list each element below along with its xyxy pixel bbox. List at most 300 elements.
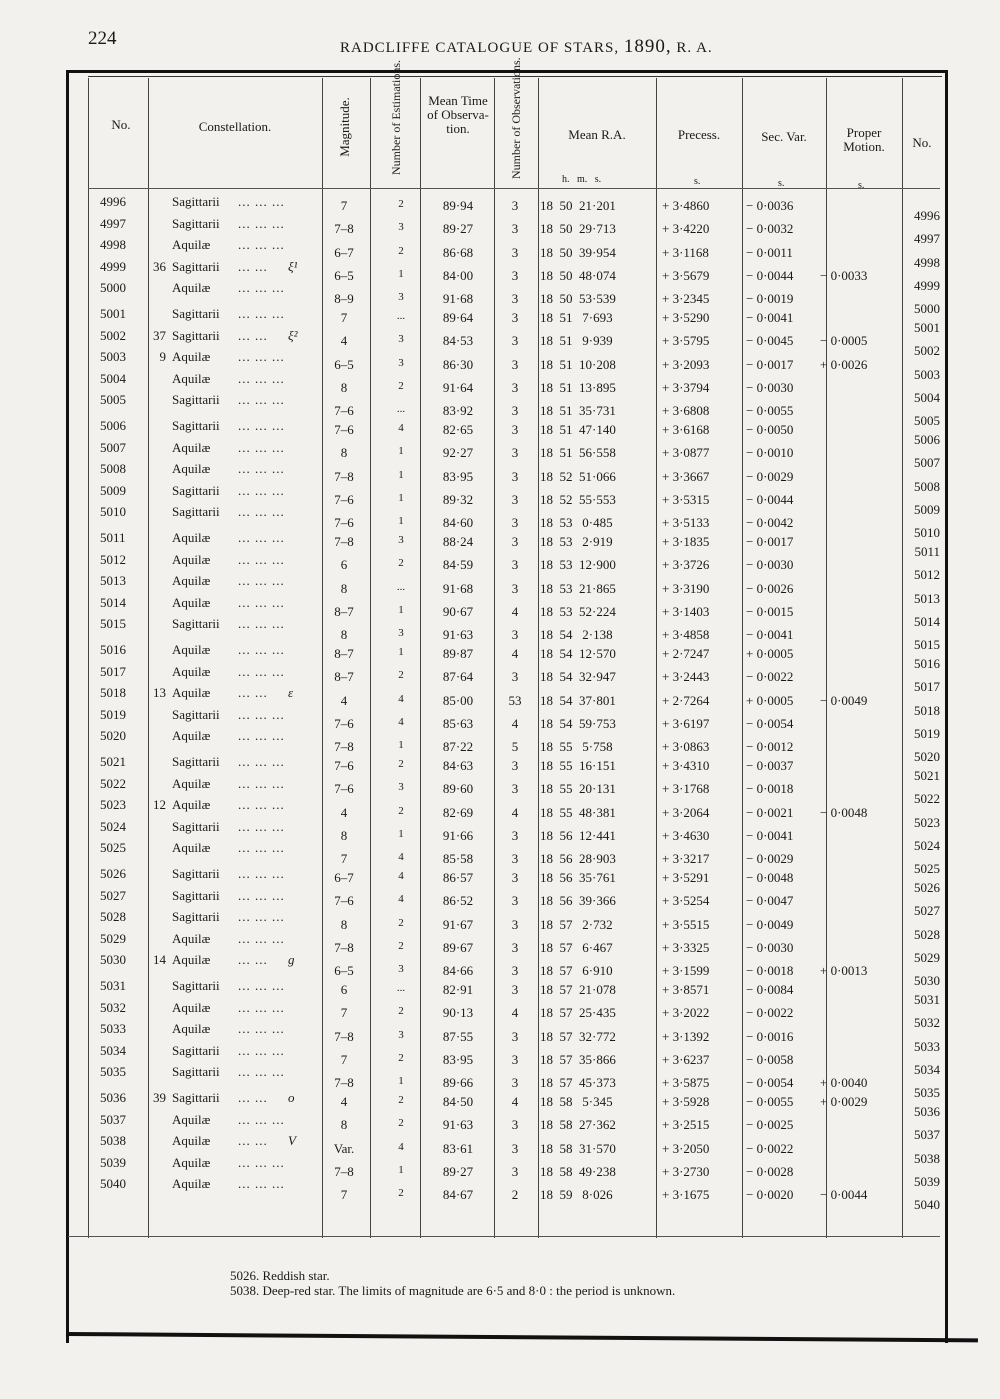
observations-count: 4 (511, 1094, 519, 1109)
secular-variation: − 0·0048 (746, 870, 794, 885)
star-number: 5036 (100, 1090, 126, 1105)
observations-count: 3 (511, 492, 519, 508)
estimations-count: ... (396, 982, 406, 994)
observations-count: 3 (511, 893, 519, 909)
leader-dots: ... ... (238, 1133, 268, 1149)
star-number: 5038 (100, 1133, 126, 1149)
star-number-right: 5028 (914, 926, 940, 942)
estimations-count: 2 (398, 1094, 404, 1106)
mean-ra: 18 53 2·919 (540, 534, 613, 549)
star-number-right: 5040 (914, 1197, 940, 1213)
observations-count: 4 (511, 646, 519, 661)
leader-dots: ... ... (238, 1090, 268, 1105)
star-number: 5018 (100, 685, 126, 701)
secular-variation: − 0·0010 (746, 445, 794, 461)
observations-count: 4 (511, 804, 519, 820)
flamsteed-number: 12 (153, 797, 166, 813)
mean-ra: 18 50 21·201 (540, 198, 616, 213)
mean-ra: 18 55 5·758 (540, 739, 613, 755)
star-number-right: 5015 (914, 637, 940, 653)
observations-count: 3 (511, 758, 519, 773)
constellation: Sagittarii (172, 616, 220, 632)
magnitude: 6–5 (334, 356, 354, 372)
footnotes (230, 1268, 675, 1298)
estimations-count: 1 (398, 445, 404, 458)
unit-ra: h. m. s. (562, 174, 602, 185)
star-number-right: 5037 (914, 1127, 940, 1143)
precession: + 3·3190 (662, 580, 710, 596)
mean-time: 91·63 (442, 627, 474, 643)
star-number-right: 5025 (914, 861, 940, 877)
observations-count: 3 (511, 781, 519, 797)
mean-ra: 18 52 51·066 (540, 468, 616, 484)
unit-proper-motion: s. (858, 180, 865, 191)
mean-ra: 18 50 53·539 (540, 291, 616, 307)
precession: + 3·2730 (662, 1164, 710, 1180)
leader-dots: ... ... ... (238, 840, 285, 856)
mean-ra: 18 55 48·381 (540, 804, 616, 820)
table-row (0, 1176, 1000, 1213)
proper-motion: − 0·0005 (820, 333, 868, 349)
magnitude: 8 (340, 445, 348, 461)
star-number: 5000 (100, 280, 126, 296)
precession: + 2·7264 (662, 692, 710, 708)
mean-ra: 18 56 28·903 (540, 851, 616, 867)
observations-count: 3 (511, 669, 519, 685)
precession: + 3·2345 (662, 291, 710, 307)
constellation: Aquilæ (172, 663, 211, 679)
constellation: Aquilæ (172, 999, 211, 1015)
secular-variation: − 0·0041 (746, 310, 794, 325)
magnitude: 8 (340, 828, 348, 844)
constellation: Aquilæ (172, 280, 211, 296)
mean-time: 84·50 (442, 1094, 474, 1109)
constellation: Sagittarii (172, 887, 220, 903)
secular-variation: − 0·0018 (746, 963, 794, 979)
constellation: Aquilæ (172, 1133, 211, 1149)
secular-variation: − 0·0022 (746, 669, 794, 685)
secular-variation: − 0·0050 (746, 422, 794, 437)
star-number: 4998 (100, 237, 126, 253)
star-number: 4999 (100, 258, 126, 274)
secular-variation: − 0·0054 (746, 716, 794, 732)
star-number-right: 5032 (914, 1015, 940, 1031)
proper-motion: − 0·0044 (820, 1187, 868, 1203)
estimations-count: 1 (398, 739, 404, 752)
observations-count: 4 (511, 716, 519, 732)
magnitude: 8 (340, 1117, 348, 1133)
observations-count: 3 (511, 515, 519, 531)
magnitude: 6 (340, 982, 348, 997)
mean-ra: 18 51 7·693 (540, 310, 613, 325)
star-number-right: 5027 (914, 903, 940, 919)
leader-dots: ... ... ... (238, 504, 285, 520)
leader-dots: ... ... ... (238, 642, 285, 657)
star-number: 5008 (100, 461, 126, 477)
mean-time: 86·30 (442, 356, 474, 372)
observations-count: 3 (511, 445, 519, 461)
star-number: 5037 (100, 1111, 126, 1127)
leader-dots: ... ... ... (238, 392, 285, 408)
precession: + 3·4630 (662, 828, 710, 844)
observations-count: 3 (511, 963, 519, 979)
leader-dots: ... ... ... (238, 1042, 285, 1058)
star-number-right: 5000 (914, 301, 940, 317)
star-number: 4996 (100, 194, 126, 209)
secular-variation: − 0·0022 (746, 1005, 794, 1021)
estimations-count: 3 (398, 1028, 404, 1041)
star-number-right: 5006 (914, 432, 940, 447)
header-rule (88, 188, 940, 189)
star-number-right: 5023 (914, 814, 940, 830)
mean-time: 85·00 (442, 692, 474, 708)
mean-ra: 18 58 31·570 (540, 1140, 616, 1156)
leader-dots: ... ... ... (238, 999, 285, 1015)
star-number: 5024 (100, 818, 126, 834)
precession: + 3·5315 (662, 492, 710, 508)
observations-count: 3 (511, 916, 519, 932)
mean-time: 88·24 (442, 534, 474, 549)
observations-count: 3 (511, 580, 519, 596)
magnitude: 7–8 (334, 1164, 354, 1180)
estimations-count: 3 (398, 221, 404, 234)
star-number: 5028 (100, 909, 126, 925)
star-number-right: 5009 (914, 502, 940, 518)
estimations-count: 2 (398, 940, 404, 953)
observations-count: 3 (511, 198, 519, 213)
estimations-count: 2 (398, 1052, 404, 1065)
star-number: 5002 (100, 327, 126, 343)
estimations-count: ... (396, 580, 406, 593)
star-number-right: 4996 (914, 208, 940, 223)
mean-ra: 18 50 48·074 (540, 268, 616, 284)
estimations-count: 2 (398, 804, 404, 817)
precession: + 3·2093 (662, 356, 710, 372)
estimations-count: 1 (398, 604, 404, 617)
leader-dots: ... ... ... (238, 754, 285, 769)
leader-dots: ... ... ... (238, 461, 285, 477)
constellation: Sagittarii (172, 1042, 220, 1058)
proper-motion: + 0·0026 (820, 356, 868, 372)
header-sec-var: Sec. Var. (761, 129, 807, 144)
estimations-count: 1 (398, 1075, 404, 1088)
star-number-right: 5024 (914, 838, 940, 854)
leader-dots: ... ... (238, 258, 268, 274)
leader-dots: ... ... ... (238, 866, 285, 881)
header-no: No. (111, 117, 131, 132)
secular-variation: − 0·0011 (746, 244, 793, 260)
magnitude: 4 (340, 333, 348, 349)
precession: + 3·2050 (662, 1140, 710, 1156)
constellation: Aquilæ (172, 685, 211, 701)
precession: + 2·7247 (662, 646, 710, 661)
secular-variation: − 0·0058 (746, 1052, 794, 1068)
star-number: 5032 (100, 999, 126, 1015)
star-number-right: 5016 (914, 656, 940, 671)
observations-count: 3 (511, 1075, 519, 1091)
star-number-right: 5038 (914, 1150, 940, 1166)
secular-variation: − 0·0012 (746, 739, 794, 755)
observations-count: 4 (511, 1005, 519, 1021)
star-number-right: 5034 (914, 1062, 940, 1078)
observations-count: 3 (511, 244, 519, 260)
secular-variation: − 0·0084 (746, 982, 794, 997)
magnitude: 7–8 (334, 468, 354, 484)
star-number: 5021 (100, 754, 126, 769)
mean-time: 86·68 (442, 244, 474, 260)
mean-ra: 18 57 25·435 (540, 1005, 616, 1021)
secular-variation: − 0·0030 (746, 380, 794, 396)
flamsteed-number: 14 (153, 952, 166, 968)
constellation: Aquilæ (172, 797, 211, 813)
star-number-right: 5001 (914, 320, 940, 335)
magnitude: 8 (340, 580, 348, 596)
star-number: 5029 (100, 930, 126, 946)
estimations-count: 2 (398, 244, 404, 257)
mean-ra: 18 51 9·939 (540, 333, 613, 349)
mean-time: 83·61 (442, 1140, 474, 1156)
secular-variation: − 0·0029 (746, 468, 794, 484)
precession: + 3·5679 (662, 268, 710, 284)
star-number-right: 5020 (914, 749, 940, 765)
secular-variation: − 0·0049 (746, 916, 794, 932)
bayer-letter: ξ¹ (288, 258, 298, 274)
observations-count: 3 (511, 870, 519, 885)
mean-time: 87·55 (442, 1028, 474, 1044)
star-number-right: 5011 (914, 544, 940, 559)
secular-variation: − 0·0044 (746, 268, 794, 284)
observations-count: 3 (511, 1140, 519, 1156)
proper-motion: + 0·0013 (820, 963, 868, 979)
secular-variation: − 0·0037 (746, 758, 794, 773)
precession: + 3·1675 (662, 1187, 710, 1203)
star-number-right: 5005 (914, 413, 940, 429)
secular-variation: − 0·0055 (746, 1094, 794, 1109)
precession: + 3·4220 (662, 221, 710, 237)
star-number: 5013 (100, 573, 126, 589)
bayer-letter: V (288, 1133, 296, 1149)
mean-ra: 18 53 0·485 (540, 515, 613, 531)
magnitude: 8 (340, 916, 348, 932)
leader-dots: ... ... ... (238, 818, 285, 834)
mean-time: 82·91 (442, 982, 474, 997)
constellation: Aquilæ (172, 642, 211, 657)
mean-time: 90·13 (442, 1005, 474, 1021)
constellation: Sagittarii (172, 327, 220, 343)
observations-count: 3 (511, 534, 519, 549)
estimations-count: 4 (398, 692, 404, 705)
header-magnitude: Magnitude. (337, 97, 352, 157)
precession: + 3·2515 (662, 1117, 710, 1133)
bayer-letter: g (288, 952, 295, 968)
star-number-right: 5014 (914, 614, 940, 630)
star-number: 5025 (100, 840, 126, 856)
constellation: Sagittarii (172, 215, 220, 231)
constellation: Sagittarii (172, 194, 220, 209)
constellation: Sagittarii (172, 306, 220, 321)
mean-ra: 18 53 21·865 (540, 580, 616, 596)
observations-count: 3 (511, 982, 519, 997)
mean-ra: 18 50 39·954 (540, 244, 616, 260)
mean-ra: 18 54 32·947 (540, 669, 616, 685)
leader-dots: ... ... ... (238, 978, 285, 993)
mean-time: 84·66 (442, 963, 474, 979)
header-mean-ra: Mean R.A. (568, 127, 626, 142)
leader-dots: ... ... ... (238, 551, 285, 567)
constellation: Aquilæ (172, 551, 211, 567)
header-constellation: Constellation. (198, 119, 272, 134)
precession: + 3·5290 (662, 310, 710, 325)
estimations-count: 1 (398, 515, 404, 528)
constellation: Aquilæ (172, 530, 211, 545)
secular-variation: + 0·0005 (746, 692, 794, 708)
precession: + 3·2022 (662, 1005, 710, 1021)
secular-variation: − 0·0047 (746, 893, 794, 909)
secular-variation: − 0·0045 (746, 333, 794, 349)
star-number-right: 5010 (914, 525, 940, 541)
mean-ra: 18 50 29·713 (540, 221, 616, 237)
secular-variation: + 0·0005 (746, 646, 794, 661)
constellation: Aquilæ (172, 439, 211, 455)
magnitude: 7–6 (334, 515, 354, 531)
star-number-right: 4999 (914, 278, 940, 294)
star-number: 5016 (100, 642, 126, 657)
secular-variation: − 0·0026 (746, 580, 794, 596)
estimations-count: 2 (398, 380, 404, 393)
mean-time: 90·67 (442, 604, 474, 620)
magnitude: 6–7 (334, 244, 354, 260)
star-number-right: 5021 (914, 768, 940, 783)
observations-count: 2 (511, 1187, 519, 1203)
magnitude: 7–6 (334, 893, 354, 909)
mean-ra: 18 57 2·732 (540, 916, 613, 932)
star-number: 5006 (100, 418, 126, 433)
mean-time: 91·68 (442, 580, 474, 596)
mean-ra: 18 53 12·900 (540, 557, 616, 573)
mean-time: 89·94 (442, 198, 474, 213)
estimations-count: 3 (398, 291, 404, 304)
leader-dots: ... ... ... (238, 280, 285, 296)
star-number: 5012 (100, 551, 126, 567)
star-number-right: 4997 (914, 231, 940, 247)
star-number-right: 5013 (914, 590, 940, 606)
estimations-count: 2 (398, 557, 404, 570)
observations-count: 3 (511, 380, 519, 396)
observations-count: 3 (511, 468, 519, 484)
magnitude: 4 (340, 1094, 348, 1109)
star-number: 5031 (100, 978, 126, 993)
leader-dots: ... ... ... (238, 237, 285, 253)
constellation: Aquilæ (172, 237, 211, 253)
precession: + 3·1168 (662, 244, 709, 260)
estimations-count: 4 (398, 870, 404, 882)
mean-ra: 18 54 12·570 (540, 646, 616, 661)
flamsteed-number: 37 (153, 327, 166, 343)
magnitude: 7–8 (334, 1075, 354, 1091)
star-number-right: 5039 (914, 1174, 940, 1190)
magnitude: 7–6 (334, 422, 354, 437)
constellation: Aquilæ (172, 1021, 211, 1037)
table-end-rule (68, 1236, 940, 1237)
mean-time: 84·53 (442, 333, 474, 349)
header-mean-time: Mean Time of Observa-tion. (427, 93, 489, 136)
mean-ra: 18 53 52·224 (540, 604, 616, 620)
constellation: Aquilæ (172, 840, 211, 856)
mean-time: 89·66 (442, 1075, 474, 1091)
leader-dots: ... ... ... (238, 706, 285, 722)
mean-ra: 18 51 13·895 (540, 380, 616, 396)
star-number: 5004 (100, 370, 126, 386)
estimations-count: 3 (398, 534, 404, 546)
leader-dots: ... ... ... (238, 930, 285, 946)
header-proper-motion: Proper Motion. (843, 125, 885, 154)
estimations-count: 4 (398, 1140, 404, 1153)
precession: + 3·6197 (662, 716, 710, 732)
mean-ra: 18 56 39·366 (540, 893, 616, 909)
precession: + 3·3217 (662, 851, 710, 867)
precession: + 3·8571 (662, 982, 710, 997)
leader-dots: ... ... ... (238, 306, 285, 321)
star-number: 5030 (100, 952, 126, 968)
star-number: 5017 (100, 663, 126, 679)
star-number: 5035 (100, 1064, 126, 1080)
leader-dots: ... ... ... (238, 215, 285, 231)
estimations-count: ... (396, 310, 406, 322)
star-number: 5015 (100, 616, 126, 632)
observations-count: 3 (511, 557, 519, 573)
magnitude: 7–8 (334, 1028, 354, 1044)
magnitude: 7–8 (334, 940, 354, 956)
magnitude: 7–6 (334, 781, 354, 797)
mean-time: 91·67 (442, 916, 474, 932)
leader-dots: ... ... ... (238, 663, 285, 679)
star-number: 5001 (100, 306, 126, 321)
precession: + 3·6808 (662, 403, 710, 419)
star-number-right: 5012 (914, 567, 940, 583)
mean-time: 87·22 (442, 739, 474, 755)
estimations-count: 2 (398, 669, 404, 682)
mean-ra: 18 51 10·208 (540, 356, 616, 372)
precession: + 3·3667 (662, 468, 710, 484)
star-number: 5034 (100, 1042, 126, 1058)
precession: + 3·3726 (662, 557, 710, 573)
mean-ra: 18 52 55·553 (540, 492, 616, 508)
magnitude: 4 (340, 692, 348, 708)
precession: + 3·4858 (662, 627, 710, 643)
mean-ra: 18 54 37·801 (540, 692, 616, 708)
star-number-right: 5003 (914, 366, 940, 382)
mean-time: 85·58 (442, 851, 474, 867)
constellation: Sagittarii (172, 909, 220, 925)
observations-count: 4 (511, 604, 519, 620)
magnitude: 7 (340, 1052, 348, 1068)
star-number: 4997 (100, 215, 126, 231)
mean-ra: 18 51 47·140 (540, 422, 616, 437)
leader-dots: ... ... ... (238, 887, 285, 903)
flamsteed-number: 36 (153, 258, 166, 274)
footnote-5026: 5026. Reddish star. (230, 1268, 330, 1283)
magnitude: 7–6 (334, 716, 354, 732)
magnitude: 7–8 (334, 221, 354, 237)
constellation: Sagittarii (172, 504, 220, 520)
star-number-right: 5019 (914, 726, 940, 742)
leader-dots: ... ... ... (238, 439, 285, 455)
observations-count: 3 (511, 1052, 519, 1068)
mean-time: 84·67 (442, 1187, 474, 1203)
mean-ra: 18 57 6·467 (540, 940, 613, 956)
mean-time: 91·64 (442, 380, 474, 396)
observations-count: 3 (511, 1028, 519, 1044)
